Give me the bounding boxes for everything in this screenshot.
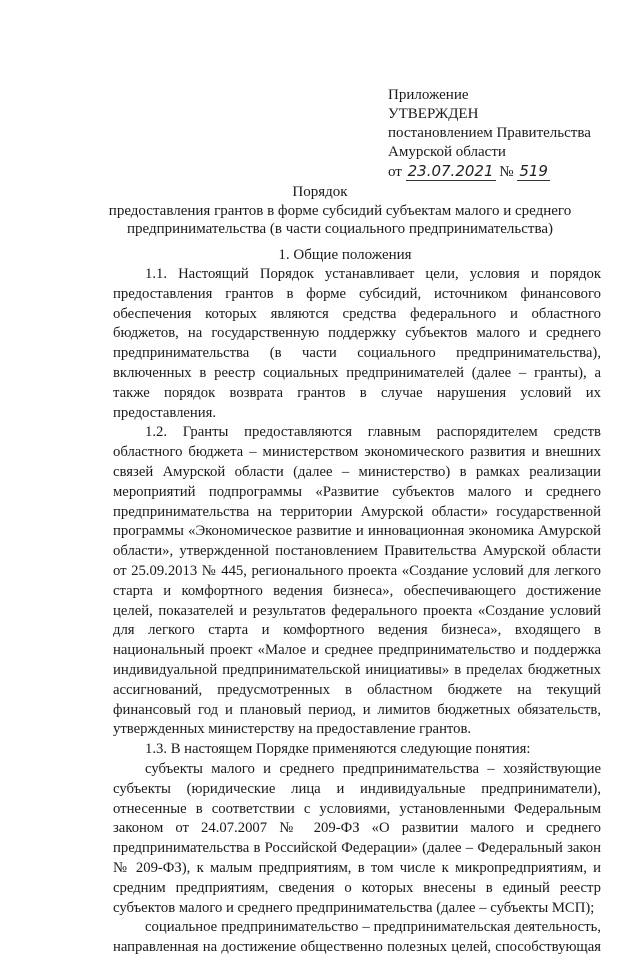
paragraph-1-3: 1.3. В настоящем Порядке применяются следующие понятия: (145, 741, 531, 758)
paragraph-1-2: 1.2. Гранты предоставляются главным распорядителем средств областного бюджета – министерством экономического развития и внешних связей Амурской области (далее – министерство) в рамках реализации мероприятий подпрограммы «Развитие субъектов малого и среднего предпринимательства на территории Амурской области» государственной программы «Экономическое развитие и инновационная экономика Амурской области», утвержденной постановлением Правительства Амурской области от 25.09.2013 № 445, регионального проекта «Создание условий для легкого старта и комфортного ведения бизнеса», обеспечивающего достижение целей, показателей и результатов федерального проекта «Создание условий для легкого старта и комфортного ведения бизнеса», входящего в национальный проект «Малое и среднее предпринимательство и поддержка индивидуальной предпринимательской инициативы» в пределах бюджетных ассигнований, предусмотренных в областном бюджете на текущий финансовый год и плановый период, и лимитов бюджетных обязательств, утвержденных министерству на предоставление грантов. (113, 424, 601, 738)
handwritten-date: 23.07.2021 (407, 162, 494, 180)
definition-smb: субъекты малого и среднего предпринимательства – хозяйствующие субъекты (юридические лица и индивидуальные предприниматели), отнесенные в соответствии с условиями, установленными Федеральным законом от 24.07.2007 № 209-ФЗ «О развитии малого и среднего предпринимательства в Российской Федерации» (далее – Федеральный закон № 209-ФЗ), к малым предприятиям, в том числе к микропредприятиям, и средним предприятиям, сведения о которых внесены в единый реестр субъектов малого и среднего предпринимательства (далее – субъекты МСП); (113, 760, 601, 916)
document-title: Порядок (292, 184, 348, 200)
document-body (113, 265, 601, 958)
number-label: № (499, 164, 514, 180)
date-number-line (388, 162, 591, 182)
decree-label: постановлением Правительства (388, 125, 591, 141)
approval-block (388, 86, 591, 182)
region-label: Амурской области (388, 144, 506, 160)
document-subtitle: предоставления грантов в форме субсидий субъектам малого и среднего предпринимательства (в части социального предпринимательства) (108, 203, 572, 237)
date-prefix: от (388, 164, 402, 180)
definition-social-entrepreneurship: социальное предпринимательство – предпринимательская деятельность, направленная на достижение общественно полезных целей, способствующая (113, 919, 601, 956)
appendix-label: Приложение (388, 87, 469, 103)
section-heading: 1. Общие положения (278, 247, 412, 263)
paragraph-1-1: 1.1. Настоящий Порядок устанавливает цели, условия и порядок предоставления грантов в форме субсидий, источником финансового обеспечения которых являются средства федерального и областного бюджетов, на государственную поддержку субъектов малого и среднего предпринимательства (в части социального предпринимательства), включенных в реестр социальных предпринимателей (далее – гранты), а также порядок возврата грантов в случае нарушения условий их предоставления. (113, 266, 601, 421)
approved-label: УТВЕРЖДЕН (388, 106, 479, 122)
handwritten-number: 519 (519, 162, 548, 180)
